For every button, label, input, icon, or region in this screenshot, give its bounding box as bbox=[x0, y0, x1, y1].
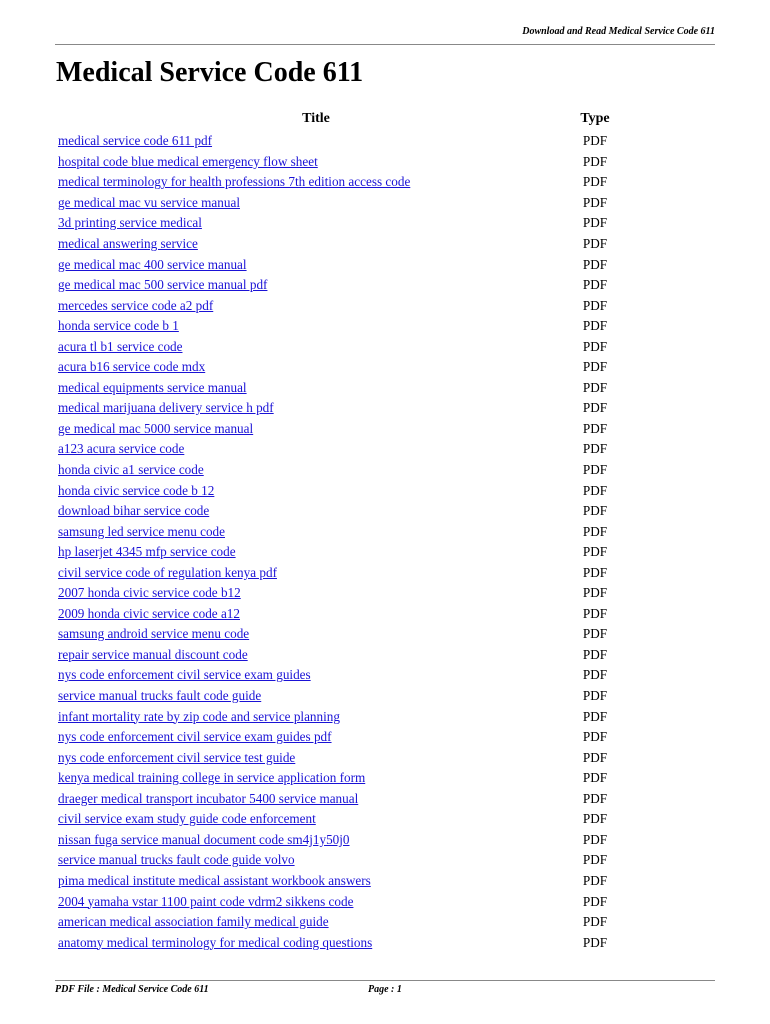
title-cell bbox=[56, 624, 576, 645]
title-cell bbox=[56, 706, 576, 727]
document-link[interactable]: samsung android service menu code bbox=[58, 626, 250, 642]
table-row bbox=[56, 357, 614, 378]
type-cell: PDF bbox=[582, 503, 608, 519]
document-link[interactable]: mercedes service code a2 pdf bbox=[58, 297, 214, 313]
table-row bbox=[56, 912, 614, 933]
title-cell bbox=[56, 932, 576, 953]
table-row bbox=[56, 460, 614, 481]
title-cell bbox=[56, 521, 576, 542]
table-row bbox=[56, 624, 614, 645]
table-row bbox=[56, 521, 614, 542]
document-link[interactable]: a123 acura service code bbox=[58, 441, 185, 457]
type-cell: PDF bbox=[582, 174, 608, 190]
document-link[interactable]: 2007 honda civic service code b12 bbox=[58, 585, 241, 601]
type-cell: PDF bbox=[582, 297, 608, 313]
table-row bbox=[56, 275, 614, 296]
column-header-title: Title bbox=[302, 111, 330, 126]
document-link[interactable]: draeger medical transport incubator 5400 service manual bbox=[58, 790, 359, 806]
document-link[interactable]: honda service code b 1 bbox=[58, 318, 179, 334]
type-cell: PDF bbox=[582, 605, 608, 621]
title-cell bbox=[56, 830, 576, 851]
title-cell bbox=[56, 460, 576, 481]
title-cell bbox=[56, 686, 576, 707]
title-cell bbox=[56, 275, 576, 296]
document-link[interactable]: ge medical mac 5000 service manual bbox=[58, 420, 254, 436]
document-link[interactable]: hp laserjet 4345 mfp service code bbox=[58, 544, 236, 560]
type-cell: PDF bbox=[582, 934, 608, 950]
type-cell: PDF bbox=[582, 811, 608, 827]
table-row bbox=[56, 850, 614, 871]
document-link[interactable]: medical equipments service manual bbox=[58, 379, 247, 395]
title-cell bbox=[56, 316, 576, 337]
type-cell: PDF bbox=[582, 914, 608, 930]
table-row bbox=[56, 398, 614, 419]
type-cell: PDF bbox=[582, 379, 608, 395]
table-row bbox=[56, 480, 614, 501]
document-link[interactable]: american medical association family medical guide bbox=[58, 914, 329, 930]
document-link[interactable]: civil service exam study guide code enforcement bbox=[58, 811, 316, 827]
title-cell bbox=[56, 768, 576, 789]
type-cell: PDF bbox=[582, 359, 608, 375]
title-cell bbox=[56, 850, 576, 871]
page-header bbox=[55, 26, 715, 45]
title-cell bbox=[56, 604, 576, 625]
table-body bbox=[56, 131, 614, 953]
type-cell: PDF bbox=[582, 708, 608, 724]
document-link[interactable]: samsung led service menu code bbox=[58, 523, 225, 539]
document-link[interactable]: acura tl b1 service code bbox=[58, 338, 183, 354]
type-cell: PDF bbox=[582, 893, 608, 909]
table-row bbox=[56, 604, 614, 625]
document-link[interactable]: anatomy medical terminology for medical coding questions bbox=[58, 934, 373, 950]
title-cell bbox=[56, 439, 576, 460]
table-row bbox=[56, 254, 614, 275]
title-cell bbox=[56, 891, 576, 912]
document-link[interactable]: service manual trucks fault code guide volvo bbox=[58, 852, 295, 868]
type-cell: PDF bbox=[582, 338, 608, 354]
title-cell bbox=[56, 480, 576, 501]
title-cell bbox=[56, 357, 576, 378]
title-cell bbox=[56, 419, 576, 440]
type-cell: PDF bbox=[582, 462, 608, 478]
document-link[interactable]: honda civic service code b 12 bbox=[58, 482, 215, 498]
type-cell: PDF bbox=[582, 544, 608, 560]
title-cell bbox=[56, 583, 576, 604]
type-cell: PDF bbox=[582, 236, 608, 251]
title-cell bbox=[56, 378, 576, 399]
document-link[interactable]: download bihar service code bbox=[58, 503, 210, 519]
type-cell: PDF bbox=[582, 318, 608, 334]
type-cell: PDF bbox=[582, 790, 608, 806]
table-row bbox=[56, 152, 614, 173]
document-link[interactable]: kenya medical training college in service application form bbox=[58, 770, 366, 786]
type-cell: PDF bbox=[582, 626, 608, 642]
type-cell: PDF bbox=[582, 749, 608, 765]
document-link[interactable]: ge medical mac vu service manual bbox=[58, 194, 240, 210]
title-cell bbox=[56, 501, 576, 522]
table-row bbox=[56, 213, 614, 234]
type-cell: PDF bbox=[582, 688, 608, 704]
table-row bbox=[56, 439, 614, 460]
type-cell: PDF bbox=[582, 277, 608, 293]
table-row bbox=[56, 562, 614, 583]
type-cell: PDF bbox=[582, 585, 608, 601]
document-link[interactable]: medical answering service bbox=[58, 236, 198, 251]
type-cell: PDF bbox=[582, 770, 608, 786]
title-cell bbox=[56, 234, 576, 255]
document-link[interactable]: ge medical mac 400 service manual bbox=[58, 256, 247, 272]
document-link[interactable]: 2009 honda civic service code a12 bbox=[58, 605, 240, 621]
document-link[interactable]: 3d printing service medical bbox=[58, 215, 202, 231]
title-cell bbox=[56, 727, 576, 748]
document-link[interactable]: medical service code 611 pdf bbox=[58, 133, 213, 149]
type-cell: PDF bbox=[582, 256, 608, 272]
type-cell: PDF bbox=[582, 667, 608, 683]
type-cell: PDF bbox=[582, 153, 608, 169]
table-row bbox=[56, 665, 614, 686]
title-cell bbox=[56, 213, 576, 234]
title-cell bbox=[56, 912, 576, 933]
type-cell: PDF bbox=[582, 646, 608, 662]
title-cell bbox=[56, 172, 576, 193]
document-link[interactable]: ge medical mac 500 service manual pdf bbox=[58, 277, 268, 293]
table-row bbox=[56, 542, 614, 563]
table-row bbox=[56, 193, 614, 214]
table-row bbox=[56, 686, 614, 707]
table-row bbox=[56, 809, 614, 830]
table-row bbox=[56, 419, 614, 440]
table-row bbox=[56, 316, 614, 337]
title-cell bbox=[56, 871, 576, 892]
type-cell: PDF bbox=[582, 729, 608, 745]
table-row bbox=[56, 583, 614, 604]
header-text: Download and Read Medical Service Code 611 bbox=[522, 26, 715, 37]
document-link[interactable]: medical marijuana delivery service h pdf bbox=[58, 400, 274, 416]
table-header-row bbox=[56, 111, 614, 131]
type-cell: PDF bbox=[582, 215, 608, 231]
type-cell: PDF bbox=[582, 852, 608, 868]
title-cell bbox=[56, 665, 576, 686]
document-title: Medical Service Code 611 bbox=[56, 57, 364, 88]
type-cell: PDF bbox=[582, 441, 608, 457]
title-cell bbox=[56, 193, 576, 214]
table-row bbox=[56, 891, 614, 912]
document-table bbox=[56, 111, 614, 953]
document-link[interactable]: repair service manual discount code bbox=[58, 646, 248, 662]
title-cell bbox=[56, 645, 576, 666]
table-row bbox=[56, 871, 614, 892]
title-cell bbox=[56, 542, 576, 563]
type-cell: PDF bbox=[582, 831, 608, 847]
table-row bbox=[56, 378, 614, 399]
page-footer bbox=[55, 980, 715, 998]
title-cell bbox=[56, 562, 576, 583]
table-row bbox=[56, 727, 614, 748]
document-link[interactable]: civil service code of regulation kenya pdf bbox=[58, 564, 277, 580]
table-row bbox=[56, 131, 614, 152]
title-cell bbox=[56, 295, 576, 316]
type-cell: PDF bbox=[582, 420, 608, 436]
document-link[interactable]: 2004 yamaha vstar 1100 paint code vdrm2 sikkens code bbox=[58, 893, 354, 909]
document-link[interactable]: service manual trucks fault code guide bbox=[58, 688, 262, 704]
table-row bbox=[56, 645, 614, 666]
title-cell bbox=[56, 398, 576, 419]
document-link[interactable]: acura b16 service code mdx bbox=[58, 359, 206, 375]
document-link[interactable]: nys code enforcement civil service exam guides bbox=[58, 667, 311, 683]
title-cell bbox=[56, 152, 576, 173]
column-header-type: Type bbox=[580, 111, 610, 126]
title-cell bbox=[56, 789, 576, 810]
title-cell bbox=[56, 131, 576, 152]
document-link[interactable]: medical terminology for health professions 7th edition access code bbox=[58, 174, 411, 190]
title-cell bbox=[56, 809, 576, 830]
table-row bbox=[56, 234, 614, 255]
footer-page-number: Page : 1 bbox=[368, 984, 402, 995]
table-row bbox=[56, 501, 614, 522]
table-row bbox=[56, 172, 614, 193]
footer-file-label: PDF File : Medical Service Code 611 bbox=[55, 984, 209, 995]
document-link[interactable]: honda civic a1 service code bbox=[58, 462, 204, 478]
document-link[interactable]: nissan fuga service manual document code sm4j1y50j0 bbox=[58, 831, 350, 847]
table-row bbox=[56, 747, 614, 768]
table-row bbox=[56, 336, 614, 357]
document-link[interactable]: nys code enforcement civil service test guide bbox=[58, 749, 296, 765]
type-cell: PDF bbox=[582, 400, 608, 416]
document-link[interactable]: nys code enforcement civil service exam guides pdf bbox=[58, 729, 332, 745]
type-cell: PDF bbox=[582, 133, 608, 149]
type-cell: PDF bbox=[582, 194, 608, 210]
table-row bbox=[56, 768, 614, 789]
type-cell: PDF bbox=[582, 523, 608, 539]
table-row bbox=[56, 706, 614, 727]
title-cell bbox=[56, 254, 576, 275]
document-link[interactable]: pima medical institute medical assistant workbook answers bbox=[58, 872, 371, 888]
title-cell bbox=[56, 336, 576, 357]
type-cell: PDF bbox=[582, 872, 608, 888]
document-link[interactable]: infant mortality rate by zip code and service planning bbox=[58, 708, 340, 724]
type-cell: PDF bbox=[582, 482, 608, 498]
table-row bbox=[56, 830, 614, 851]
type-cell: PDF bbox=[582, 564, 608, 580]
table-row bbox=[56, 932, 614, 953]
title-cell bbox=[56, 747, 576, 768]
document-link[interactable]: hospital code blue medical emergency flow sheet bbox=[58, 153, 318, 169]
table-row bbox=[56, 789, 614, 810]
table-row bbox=[56, 295, 614, 316]
